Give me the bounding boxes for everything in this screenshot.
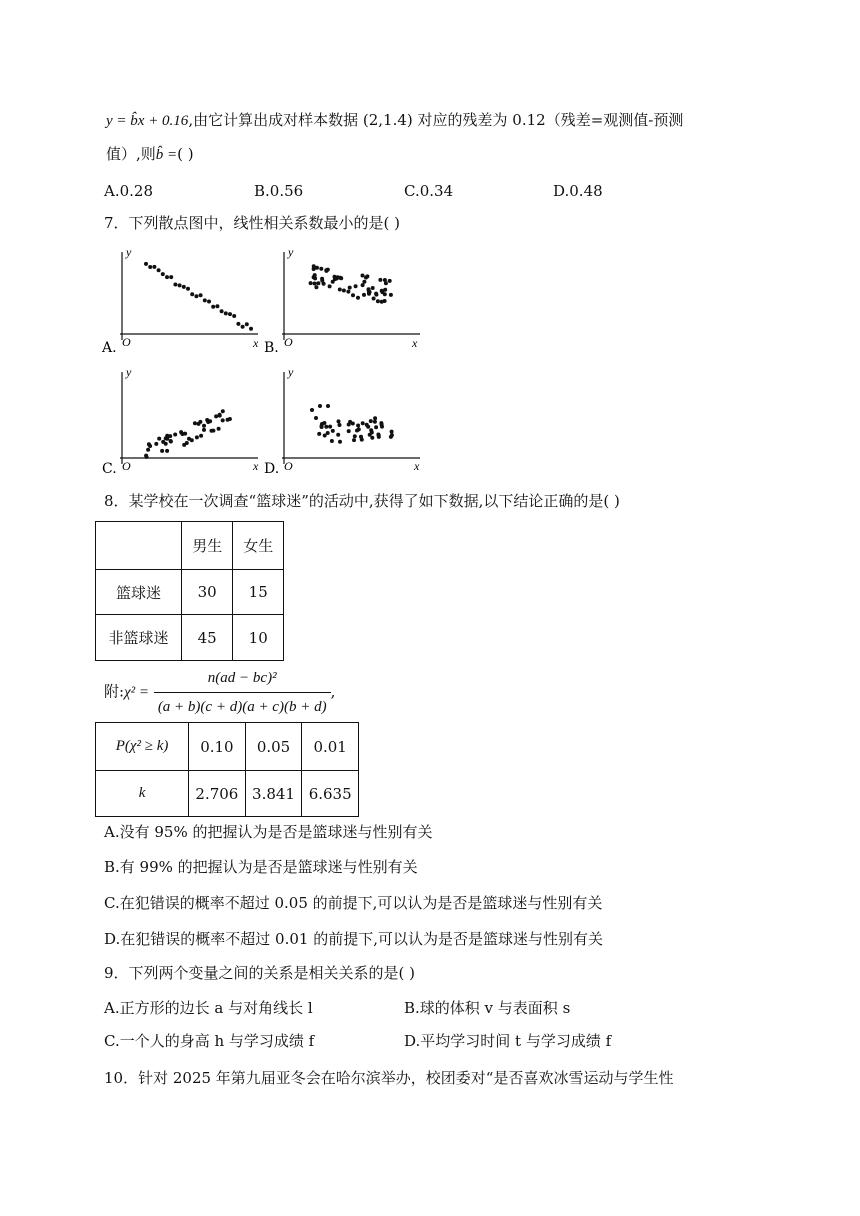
scatter-dot [346,290,350,294]
table-row-label: 非篮球迷 [96,615,182,661]
scatter-dot [336,275,340,279]
scatter-dot [361,274,365,278]
plot-b-y-label: y [288,245,294,259]
scatter-dot [220,309,224,313]
scatter-dot [351,293,355,297]
table-cell: 45 [181,615,233,661]
ptable-cell: 0.05 [245,723,302,771]
q6-option-c: C.0.34 [404,182,454,200]
plot-b-label: B. [264,340,279,356]
scatter-dot [373,420,377,424]
q6-line1 [106,110,683,131]
ptable-cell: 3.841 [245,771,302,817]
chi-numerator: n(ad − bc)² [154,666,331,693]
scatter-dot [182,443,186,447]
scatter-dot [221,418,225,422]
scatter-dot [362,293,366,297]
scatter-dot [211,305,215,309]
scatter-dot [194,294,198,298]
scatter-dot [337,419,341,423]
scatter-dot [313,273,317,277]
ptable-cell: 6.635 [302,771,359,817]
scatter-dot [320,279,324,283]
q6-option-b: B.0.56 [254,182,304,200]
scatter-dot [318,404,322,408]
scatter-dot [336,433,340,437]
scatter-dot [376,299,380,303]
scatter-dot [374,425,378,429]
scatter-plot-c [100,362,265,477]
scatter-dot [145,455,149,459]
scatter-dot [317,432,321,436]
scatter-dot [180,432,184,436]
scatter-dot [354,284,358,288]
scatter-dot [328,425,332,429]
scatter-dot [169,275,173,279]
scatter-dot [232,314,236,318]
appendix-label: 附: [104,682,125,701]
scatter-dot [245,322,249,326]
scatter-dot [190,292,194,296]
plot-b-origin: O [284,335,293,349]
scatter-dot [199,293,203,297]
plot-c-origin: O [122,459,131,473]
scatter-dot [312,264,316,268]
scatter-dot [202,424,206,428]
scatter-dot [320,425,324,429]
scatter-dot [377,435,381,439]
scatter-dot [210,429,214,433]
table-cell: 10 [233,615,284,661]
scatter-dot [370,436,374,440]
plot-b-x-label: x [412,336,418,350]
scatter-dot [361,421,365,425]
q8-stem: 8．某学校在一次调查“篮球迷”的活动中,获得了如下数据,以下结论正确的是( ) [104,492,620,510]
scatter-dot [313,282,317,286]
scatter-dot [178,283,182,287]
scatter-dot [338,288,342,292]
scatter-dot [370,431,374,435]
scatter-dot [208,419,212,423]
scatter-dot [324,425,328,429]
scatter-dot [147,442,151,446]
scatter-dot [330,439,334,443]
table-cell: 15 [233,570,284,615]
scatter-dot [383,288,387,292]
scatter-dot [378,278,382,282]
plot-a-label: A. [102,340,117,356]
scatter-dot [347,423,351,427]
formula-comma: , [330,682,336,701]
q6-point: (2,1.4) [362,111,413,129]
scatter-dot [348,286,352,290]
scatter-plot-a [100,242,265,357]
scatter-dot [380,289,384,293]
ptable-cell: 0.10 [189,723,246,771]
q9-option-a: A.正方形的边长 a 与对角线长 l [104,999,313,1017]
scatter-dot [165,275,169,279]
chi-fraction [154,666,331,719]
scatter-dot [241,325,245,329]
scatter-dot [314,416,318,420]
q9-stem: 9．下列两个变量之间的关系是相关关系的是( ) [104,964,416,982]
scatter-dot [202,428,206,432]
plot-a-x-label: x [253,336,259,350]
scatter-dot [197,422,201,426]
plot-d-y-label: y [288,365,294,379]
scatter-dot [309,281,313,285]
table-row-label: 篮球迷 [96,570,182,615]
plot-d-x-label: x [414,459,420,473]
ptable-row2-label: k [96,771,189,817]
scatter-dot [326,431,330,435]
scatter-dot [389,293,393,297]
q8-option-a: A.没有 95% 的把握认为是否是篮球迷与性别有关 [104,823,433,841]
scatter-dot [173,283,177,287]
scatter-plot-b [262,242,427,357]
scatter-dot [324,269,328,273]
q6-formula: y = b̂x + 0.16 [106,113,189,129]
scatter-dot [353,434,357,438]
q6-text1: ,由它计算出成对样本数据 [188,111,359,129]
scatter-dot [365,423,369,427]
scatter-dot [372,297,376,301]
scatter-dot [331,429,335,433]
scatter-dot [331,280,335,284]
scatter-dot [373,416,377,420]
scatter-dot [182,285,186,289]
q9-option-c: C.一个人的身高 h 与学习成绩 f [104,1032,315,1050]
chi-denominator: (a + b)(c + d)(a + c)(b + d) [157,699,327,715]
plot-c-x-label: x [253,459,259,473]
scatter-dot [367,287,371,291]
scatter-dot [164,436,168,440]
chi-square-formula [104,666,335,719]
scatter-dot [314,285,318,289]
plot-a-origin: O [122,335,131,349]
scatter-dot [326,404,330,408]
scatter-dot [359,435,363,439]
table-header-female: 女生 [233,522,284,570]
ptable-cell: 2.706 [189,771,246,817]
q9-option-b: B.球的体积 v 与表面积 s [404,999,571,1017]
scatter-dot [154,442,158,446]
scatter-dot [218,414,222,418]
scatter-dot [217,427,221,431]
scatter-dot [390,430,394,434]
scatter-dot [319,267,323,271]
plot-c-label: C. [102,461,117,477]
scatter-dot [380,300,384,304]
scatter-dot [371,286,375,290]
scatter-dot [152,265,156,269]
scatter-dot [203,298,207,302]
scatter-dot [190,438,194,442]
scatter-dot [342,289,346,293]
scatter-dot [236,322,240,326]
plot-a-y-label: y [126,245,132,259]
q10-stem: 10．针对 2025 年第九届亚冬会在哈尔滨举办，校团委对“是否喜欢冰雪运动与学生性 [104,1069,674,1087]
q6-bhat: b̂ = [155,147,178,163]
scatter-dot [310,408,314,412]
scatter-dot [193,421,197,425]
q8-option-d: D.在犯错误的概率不超过 0.01 的前提下,可以认为是否是篮球迷与性别有关 [104,930,603,948]
table-header-male: 男生 [181,522,233,570]
scatter-dot [338,440,342,444]
scatter-dot [195,435,199,439]
scatter-dot [338,423,342,427]
q9-option-d: D.平均学习时间 t 与学习成绩 f [404,1032,612,1050]
scatter-dot [383,278,387,282]
scatter-dot [249,327,253,331]
scatter-dot [355,429,359,433]
scatter-dot [157,437,161,441]
scatter-plot-d [262,362,427,477]
q6-option-a: A.0.28 [104,182,153,200]
table-header-empty [96,522,182,570]
scatter-dot [322,421,326,425]
scatter-dot [356,296,360,300]
scatter-dot [328,284,332,288]
chi-symbol: χ² = [124,684,150,701]
scatter-dot [215,304,219,308]
scatter-dot [362,280,366,284]
scatter-dot [186,287,190,291]
scatter-dot [226,418,230,422]
scatter-dot [380,425,384,429]
scatter-dot [365,274,369,278]
q6-paren: ( ) [177,145,194,163]
q6-text2: 对应的残差为 0.12（残差=观测值-预测 [417,111,684,129]
critical-value-table [95,722,359,817]
scatter-dot [148,265,152,269]
scatter-dot [214,414,218,418]
scatter-dot [144,262,148,266]
scatter-dot [221,409,225,413]
scatter-dot [352,438,356,442]
plot-c-y-label: y [126,365,132,379]
scatter-dot [389,435,393,439]
scatter-dot [374,292,378,296]
q6-option-d: D.0.48 [553,182,603,200]
scatter-dot [207,300,211,304]
scatter-dot [165,449,169,453]
q8-option-b: B.有 99% 的把握认为是否是篮球迷与性别有关 [104,858,418,876]
scatter-dot [361,283,365,287]
scatter-dot [316,281,320,285]
ptable-row1-label: P(χ² ≥ k) [96,723,189,771]
q6-line2 [106,144,194,165]
scatter-dot [160,449,164,453]
scatter-dot [164,442,168,446]
contingency-table [95,521,284,661]
scatter-dot [383,292,387,296]
scatter-dot [347,429,351,433]
scatter-dot [388,279,392,283]
scatter-dot [161,272,165,276]
q8-option-c: C.在犯错误的概率不超过 0.05 的前提下,可以认为是否是篮球迷与性别有关 [104,894,603,912]
ptable-cell: 0.01 [302,723,359,771]
q6-text3: 值）,则 [106,145,156,163]
scatter-dot [157,268,161,272]
scatter-dot [146,448,150,452]
plot-d-label: D. [264,461,280,477]
scatter-dot [228,312,232,316]
q7-stem: 7．下列散点图中，线性相关系数最小的是( ) [104,214,401,232]
table-cell: 30 [181,570,233,615]
scatter-dot [356,424,360,428]
scatter-dot [369,419,373,423]
scatter-dot [367,292,371,296]
scatter-dot [199,434,203,438]
plot-d-origin: O [284,459,293,473]
scatter-dot [169,439,173,443]
scatter-dot [224,311,228,315]
scatter-dot [173,433,177,437]
